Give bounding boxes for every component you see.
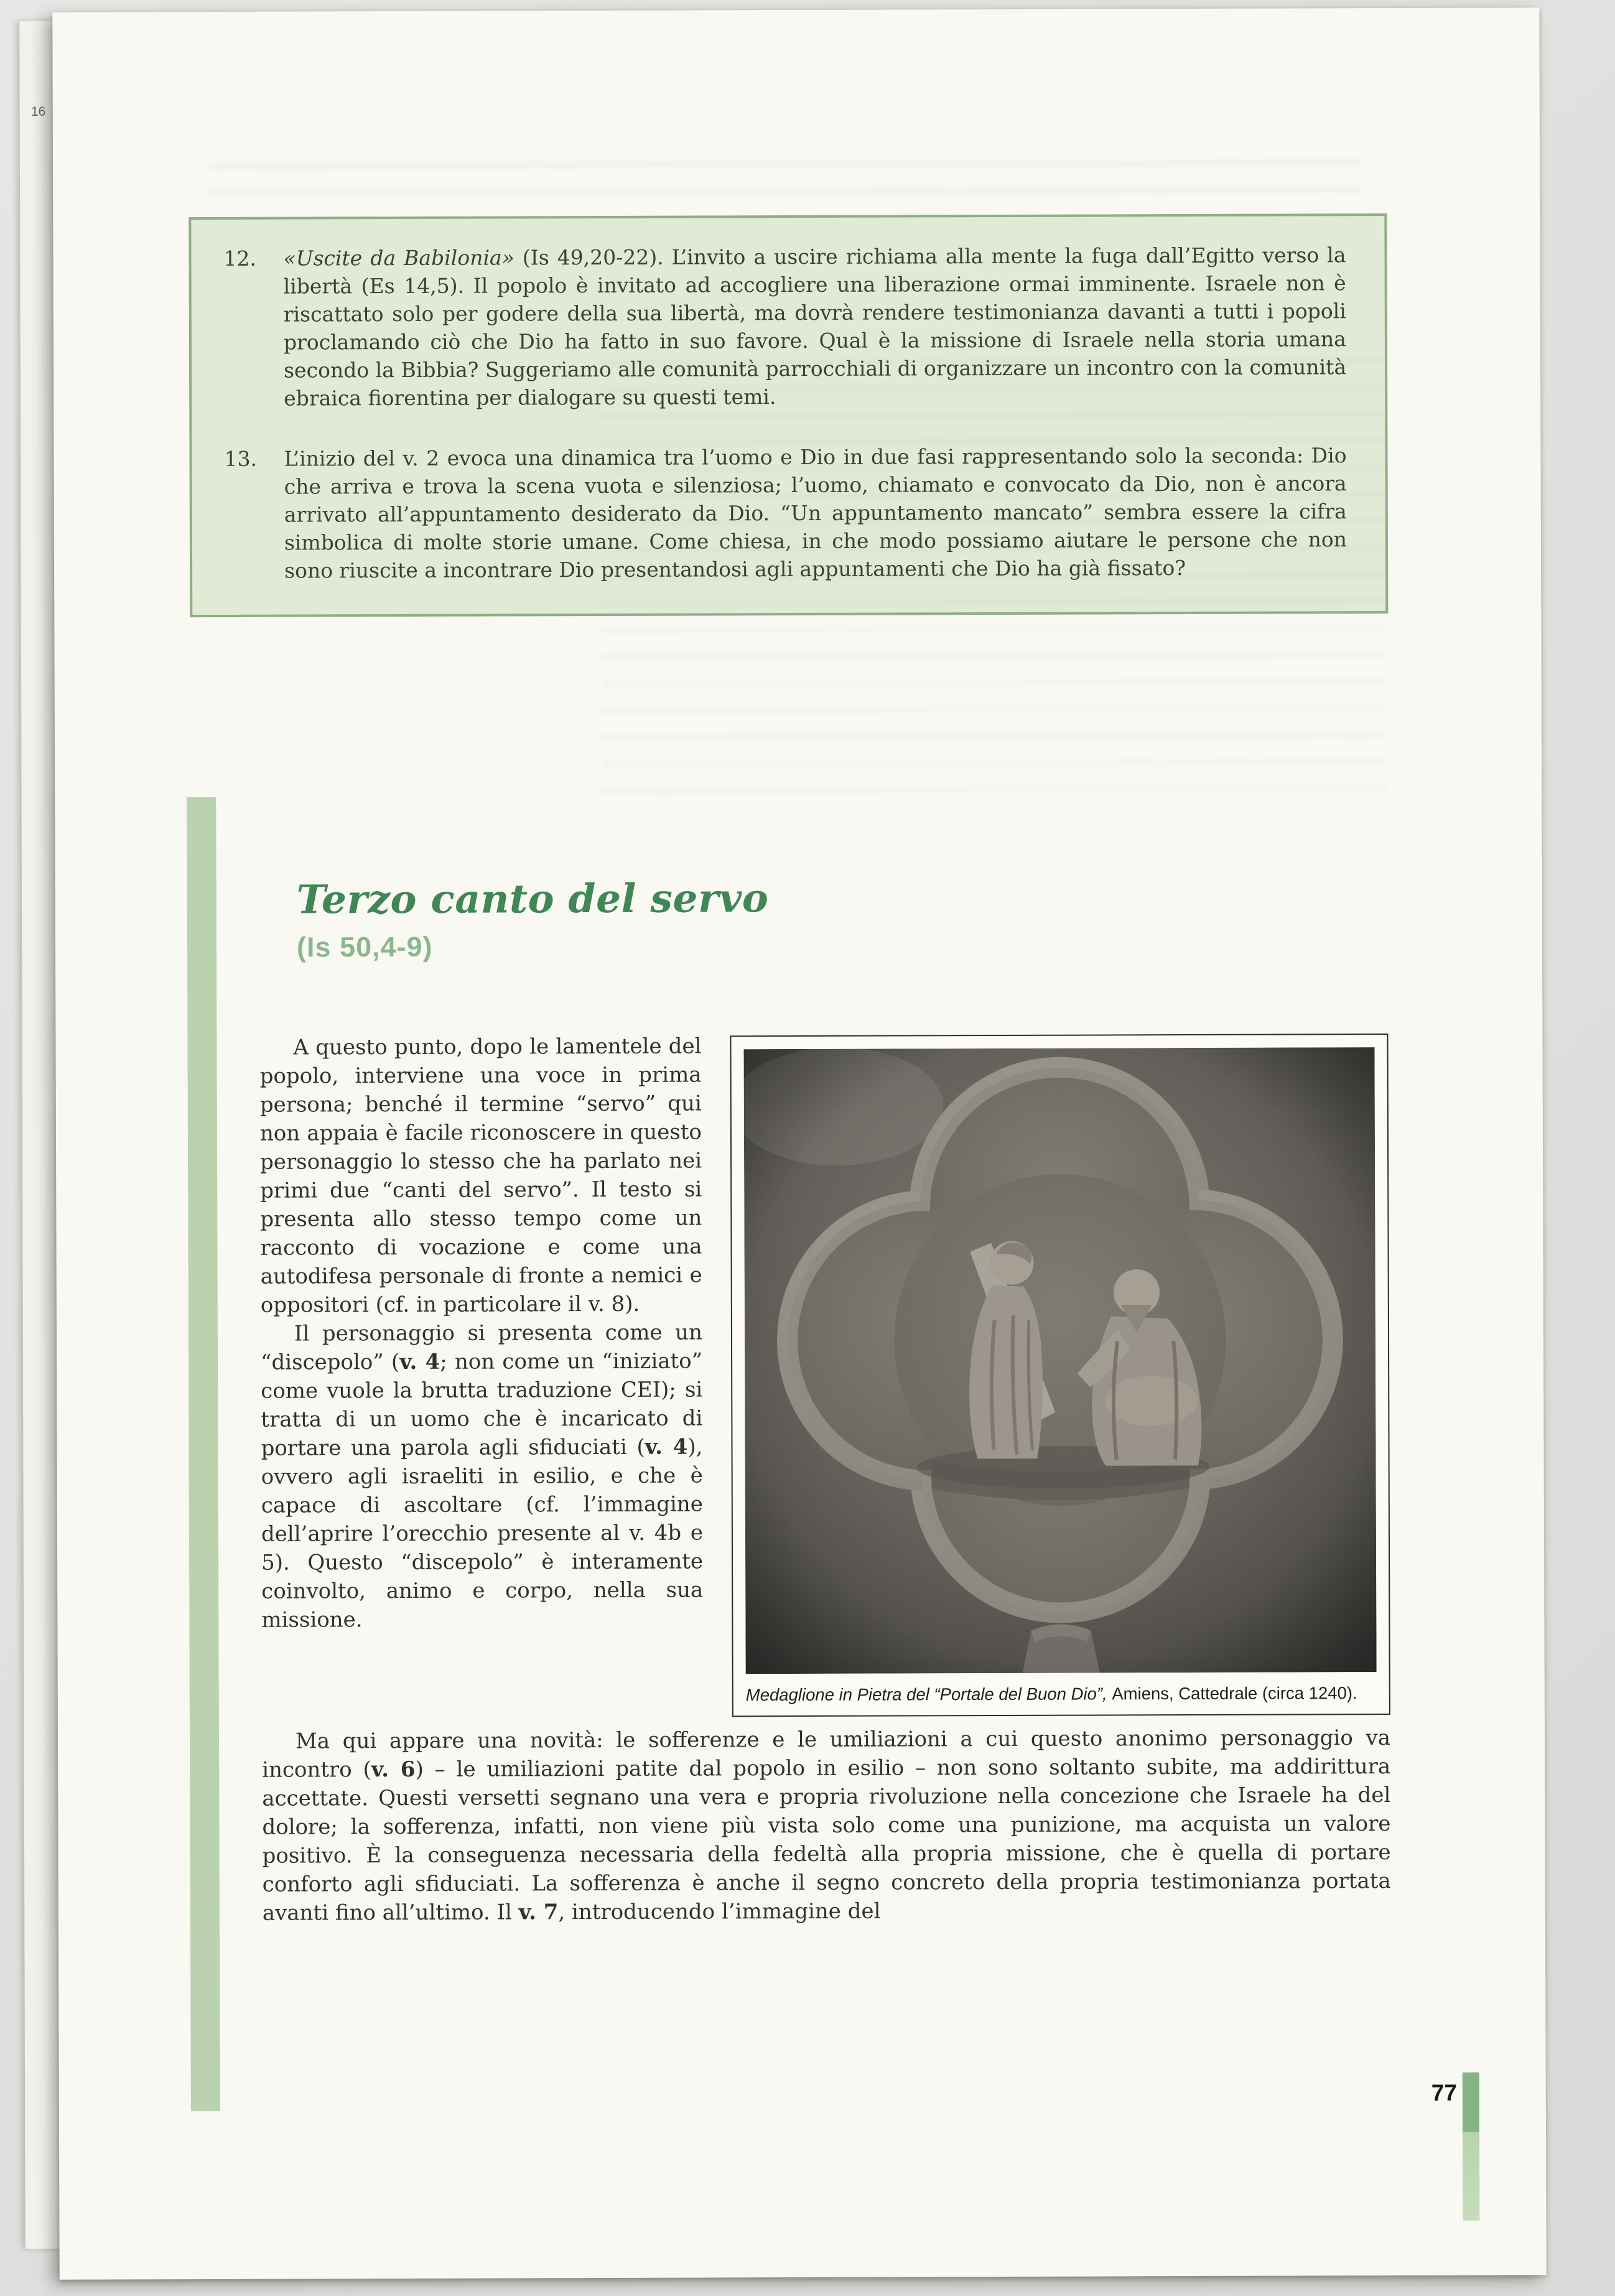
section-title: Terzo canto del servo bbox=[296, 875, 769, 923]
bleed-through-texture bbox=[208, 159, 1359, 210]
figure-caption: Medaglione in Pietra del “Portale del Buon Dio”, Amiens, Cattedrale (circa 1240). bbox=[745, 1683, 1357, 1705]
left-accent-bar bbox=[187, 797, 220, 2111]
note-box bbox=[188, 213, 1388, 617]
note-item bbox=[223, 241, 1346, 413]
body-paragraph: Ma qui appare una novità: le sofferenze e le umiliazioni a cui questo anonimo personaggio va incontro (v. 6) – le umiliazioni patite dal popolo in esilio – non sono soltanto subite, ma addirittura accettate. Questi versetti segnano una vera e propria rivoluzione nella concezione che Israele ha del dolore; la sofferenza, infatti, non viene più vista solo come una punizione, ma acquista un valore positivo. È la conseguenza necessaria della fedeltà alla propria missione, che è quella di portare conforto agli sfiduciati. La sofferenza è anche il segno concreto della propria testimonianza portata avanti fino all’ultimo. Il v. 7, introducendo l’immagine del bbox=[262, 1725, 1391, 1926]
body-paragraph: Il personaggio si presenta come un “discepolo” (v. 4; non come un “iniziato” come vuole la brutta traduzione CEI); si tratta di un uomo che è incaricato di portare una parola agli sfiduciati (v. 4), ovvero agli israeliti in esilio, e che è capace di ascoltare (cf. l’immagine dell’aprire l’orecchio presente al v. 4b e 5). Questo “discepolo” è interamente coinvolto, animo e corpo, nella sua missione. bbox=[261, 1320, 704, 1633]
section-header bbox=[297, 875, 769, 963]
figure bbox=[730, 1034, 1390, 1717]
book-page bbox=[52, 7, 1546, 2279]
section-subtitle: (Is 50,4-9) bbox=[296, 930, 433, 963]
note-item-number: 13. bbox=[224, 446, 258, 471]
note-item bbox=[224, 441, 1347, 585]
note-item-text: L’inizio del v. 2 evoca una dinamica tra l’uomo e Dio in due fasi rappresentando solo la seconda: Dio che arriva e trova la scena vuota e silenziosa; l’uomo, chiamato e convocato da Dio, non è ancora arrivato all’appuntamento desiderato da Dio. “Un appuntamento mancato” sembra essere la cifra simbolica di molte storie umane. Come chiesa, in che modo possiamo aiutare le persone che non sono riuscite a incontrare Dio presentandosi agli appuntamenti che Dio ha già fissato? bbox=[284, 443, 1347, 583]
margin-mark: 16 bbox=[31, 105, 46, 119]
footer-accent-bar bbox=[1463, 2073, 1480, 2221]
note-item-text: «Uscite da Babilonia» (Is 49,20-22). L’invito a uscire richiama alla mente la fuga dall’Egitto verso la libertà (Es 14,5). Il popolo è invitato ad accogliere una liberazione ormai imminente. Israele non è riscattato solo per godere della sua libertà, ma dovrà rendere testimonianza davanti a tutti i popoli proclamando ciò che Dio ha fatto in suo favore. Qual è la missione di Israele nella storia umana secondo la Bibbia? Suggeriamo alle comunità parrocchiali di organizzare un incontro con la comunità ebraica fiorentina per dialogare su questi temi. bbox=[283, 243, 1347, 411]
medallion-photo bbox=[744, 1047, 1377, 1674]
note-item-number: 12. bbox=[223, 246, 257, 271]
body-content bbox=[259, 1030, 1391, 1928]
page-number: 77 bbox=[1431, 2079, 1458, 2106]
body-paragraph: A questo punto, dopo le lamentele del popolo, interviene una voce in prima persona; benché il termine “servo” qui non appaia è facile riconoscere in questo personaggio lo stesso che ha parlato nei primi due “canti del servo”. Il testo si presenta allo stesso tempo come un racconto di vocazione e come una autodifesa personale di fronte a nemici e oppositori (cf. in particolare il v. 8). bbox=[259, 1034, 702, 1318]
